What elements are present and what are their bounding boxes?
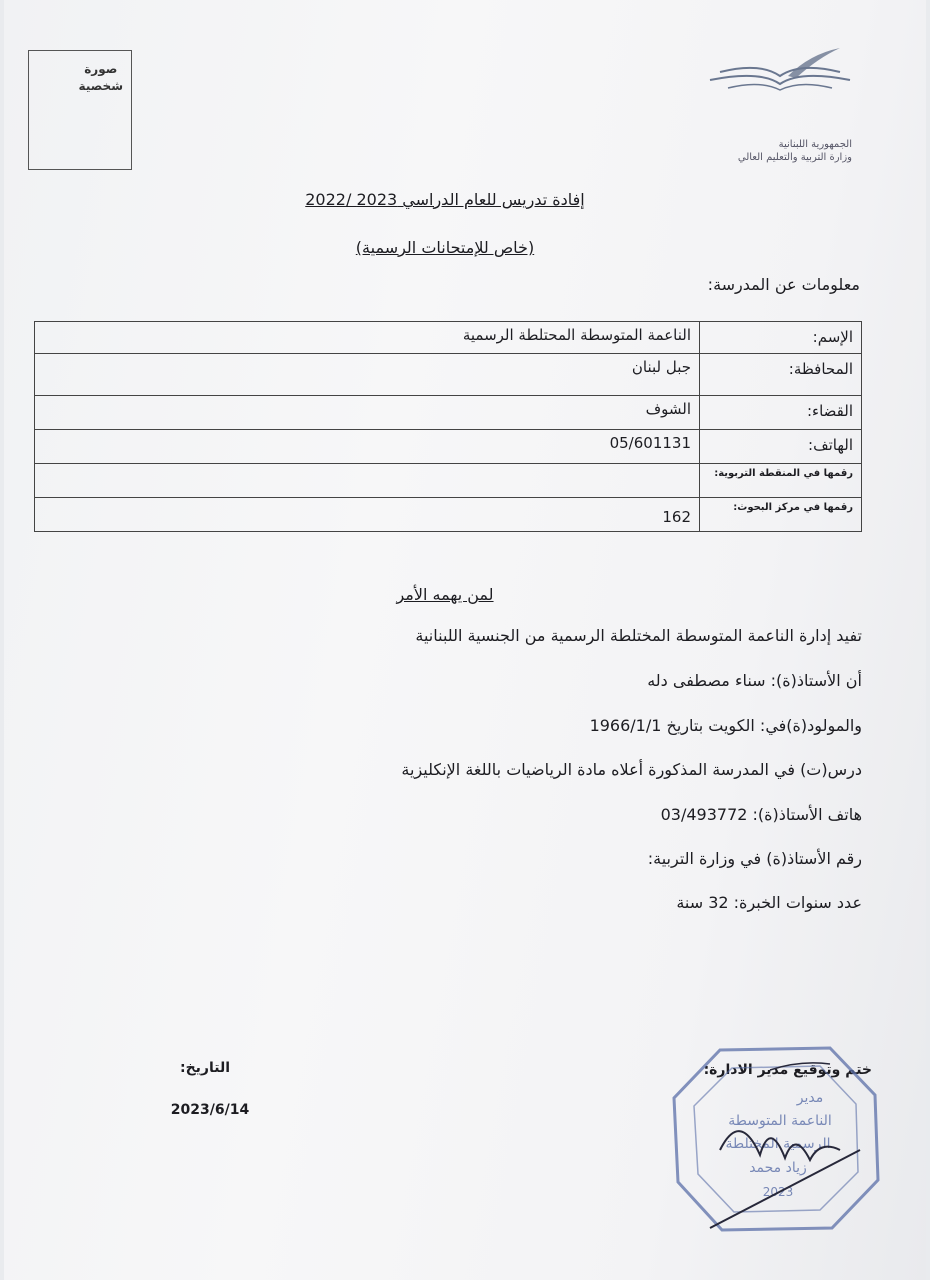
row-label-region-number: رقمها في المنقطة التربوية: [700,464,862,498]
row-value-name: الناعمة المتوسطة المحتلطة الرسمية [35,322,700,354]
stamp-text-line2: الناعمة المتوسطة [728,1113,832,1129]
table-row [35,498,862,532]
row-label-governorate: المحافظة: [700,354,862,396]
stamp-text-line4: زياد محمد [749,1160,807,1176]
row-label-phone: الهاتف: [700,430,862,464]
personal-photo-box [28,50,132,170]
document-title: إفادة تدريس للعام الدراسي 2023 /2022 [305,190,585,209]
row-label-research-number: رقمها في مركز البحوث: [700,498,862,532]
body-line-subject: درس(ت) في المدرسة المذكورة أعلاه مادة الرياضيات باللغة الإنكليزية [401,760,862,779]
row-label-name: الإسم: [700,322,862,354]
row-value-governorate: جبل لبنان [35,354,700,396]
row-value-phone: 05/601131 [35,430,700,464]
row-value-region-number [35,464,700,498]
row-value-research-number: 162 [35,498,700,532]
school-info-label: معلومات عن المدرسة: [707,275,860,294]
school-stamp [660,1040,890,1240]
stamp-text-line1: مدير [796,1090,824,1106]
stamp-text-line5: 2023 [762,1185,794,1199]
table-row [35,464,862,498]
body-line-ministry-number: رقم الأستاذ(ة) في وزارة التربية: [647,849,862,868]
table-row [35,322,862,354]
photo-box-label-line2: شخصية [78,79,123,93]
row-value-district: الشوف [35,396,700,430]
body-line-teacher-name: أن الأستاذ(ة): سناء مصطفى دله [647,671,862,690]
book-quill-icon [700,42,860,102]
ministry-line1: الجمهورية اللبنانية [778,139,852,150]
to-whom-heading: لمن يهمه الأمر [396,585,494,604]
document-subtitle: (خاص للإمتحانات الرسمية) [355,238,535,257]
ministry-line2: وزارة التربية والتعليم العالي [737,152,852,163]
row-label-district: القضاء: [700,396,862,430]
school-stamp-icon [660,1040,890,1240]
stamp-text-line3: الرسمية المختلطة [725,1136,831,1152]
body-line-experience: عدد سنوات الخبرة: 32 سنة [676,893,862,912]
date-label: التاريخ: [179,1060,231,1076]
ministry-logo [700,42,860,163]
body-line-teacher-phone: هاتف الأستاذ(ة): 03/493772 [660,805,862,824]
table-row [35,354,862,396]
school-info-table [34,321,862,532]
body-line-birth: والمولود(ة)في: الكويت بتاريخ 1966/1/1 [589,716,862,735]
date-value: 2023/6/14 [170,1102,250,1118]
body-line-school: تفيد إدارة الناعمة المتوسطة المختلطة الرسمية من الجنسية اللبنانية [415,626,862,645]
signature-label: ختم وتوقيع مدير الادارة: [703,1062,872,1078]
photo-box-label-line1: صورة [84,62,118,76]
table-row [35,396,862,430]
table-row [35,430,862,464]
